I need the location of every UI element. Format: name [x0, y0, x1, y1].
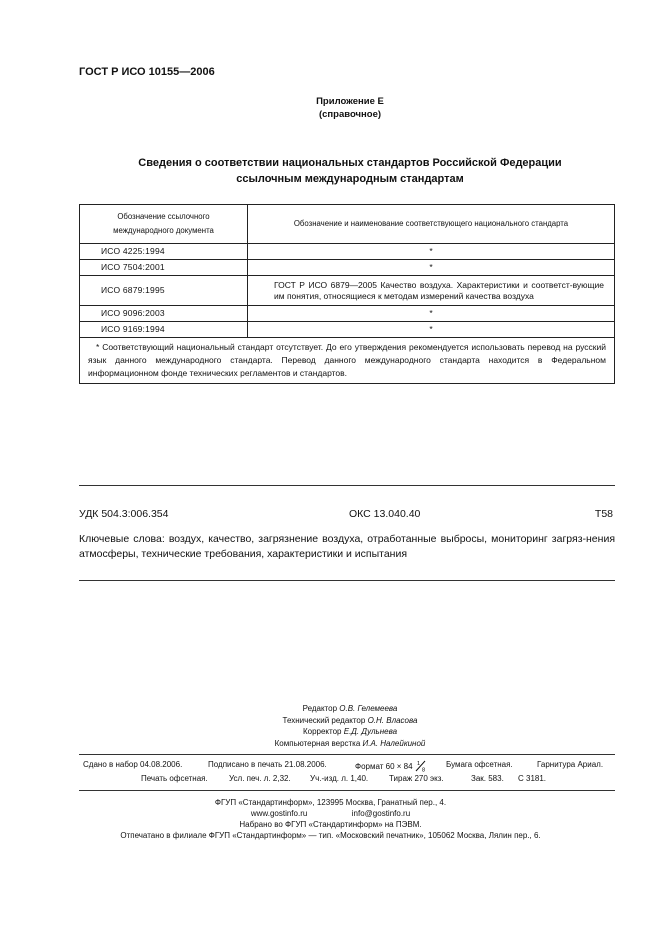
annex-kind: (справочное)	[318, 109, 382, 120]
divider-imprint	[79, 754, 615, 755]
format-frac-num: 1	[416, 761, 420, 767]
table-row	[80, 306, 615, 322]
credit-layout	[0, 738, 661, 750]
table-row	[80, 244, 615, 260]
row-national-std: *	[248, 322, 615, 338]
credit-role: Технический редактор	[282, 715, 366, 725]
section-title-line1: Сведения о соответствии национальных стандартов Российской Федерации	[138, 157, 562, 169]
udk-code: УДК 504.3:006.354	[79, 508, 169, 520]
header-ref-doc: Обозначение ссылочного международного документа	[80, 205, 248, 244]
table-row	[80, 276, 615, 306]
credit-corrector	[0, 726, 661, 738]
table-note-row	[80, 338, 615, 384]
imprint-set-date: Сдано в набор 04.08.2006.	[83, 760, 183, 769]
footer-printed: Отпечатано в филиале ФГУП «Стандартинформ» — тип. «Московский печатник», 105062 Москва, Лялин пер., 6.	[120, 831, 541, 840]
footer-publisher: ФГУП «Стандартинформ», 123995 Москва, Гранатный пер., 4.	[214, 798, 447, 807]
row-national-std: *	[248, 306, 615, 322]
footer-typeset: Набрано во ФГУП «Стандартинформ» на ПЭВМ.	[239, 820, 422, 829]
row-ref-doc: ИСО 9096:2003	[80, 306, 248, 322]
credit-role: Редактор	[302, 704, 338, 713]
section-title-line2: ссылочным международным стандартам	[236, 173, 464, 185]
annex-label: Приложение Е	[316, 96, 384, 107]
table-header-row	[80, 205, 615, 244]
credit-role: Корректор	[302, 727, 342, 736]
imprint-print: Печать офсетная.	[141, 774, 208, 783]
row-national-std: *	[248, 244, 615, 260]
table-footnote: * Соответствующий национальный стандарт отсутствует. До его утверждения рекомендуется использовать перевод на русский язык данного международного стандарта. Перевод данного международного стандарта находится в Федеральном информационном фонде технических регламентов и стандартов.	[80, 338, 615, 384]
imprint-signed-date: Подписано в печать 21.08.2006.	[208, 760, 327, 769]
imprint-print-sheets: Усл. печ. л. 2,32.	[229, 774, 291, 783]
correspondence-table	[79, 204, 615, 384]
document-code: ГОСТ Р ИСО 10155—2006	[79, 66, 215, 78]
row-ref-doc: ИСО 6879:1995	[80, 276, 248, 306]
row-ref-doc: ИСО 9169:1994	[80, 322, 248, 338]
credit-name: Е.Д. Дульнева	[343, 727, 398, 736]
credit-name: О.Н. Власова	[367, 715, 418, 725]
divider-top	[79, 485, 615, 486]
header-national-std: Обозначение и наименование соответствующего национального стандарта	[248, 205, 615, 244]
credit-role: Компьютерная верстка	[274, 738, 361, 748]
imprint-paper: Бумага офсетная.	[446, 760, 513, 769]
group-code: Т58	[594, 508, 613, 520]
footer-email: info@gostinfo.ru	[351, 809, 411, 818]
keywords: Ключевые слова: воздух, качество, загрязнение воздуха, отработанные выбросы, мониторинг загряз-нения атмосферы, технические требования, характеристики и испытания	[79, 533, 615, 560]
divider-bottom	[79, 580, 615, 581]
divider-footer	[79, 790, 615, 791]
imprint-format: Формат 60 × 84 1 8	[355, 761, 425, 772]
credit-name: О.В. Гелемеева	[339, 704, 398, 713]
table-row	[80, 260, 615, 276]
credit-name: И.А. Налейкиной	[362, 738, 426, 748]
fraction-icon	[415, 760, 425, 770]
footer-contacts	[0, 808, 661, 819]
credit-editor	[0, 703, 661, 715]
row-national-std: *	[248, 260, 615, 276]
oks-code: ОКС 13.040.40	[349, 508, 421, 520]
row-ref-doc: ИСО 7504:2001	[80, 260, 248, 276]
credit-tech-editor	[0, 715, 661, 727]
row-national-std: ГОСТ Р ИСО 6879—2005 Качество воздуха. Характеристики и соответст-вующие им понятия, относящиеся к методам измерений качества воздуха	[248, 276, 615, 306]
row-ref-doc: ИСО 4225:1994	[80, 244, 248, 260]
imprint-pub-sheets: Уч.-изд. л. 1,40.	[310, 774, 369, 783]
format-frac-den: 8	[421, 767, 425, 772]
imprint-font: Гарнитура Ариал.	[537, 760, 604, 769]
footer-website: www.gostinfo.ru	[250, 809, 308, 818]
imprint-code: С 3181.	[518, 774, 547, 783]
imprint-order: Зак. 583.	[471, 774, 504, 783]
imprint-run: Тираж 270 экз.	[389, 774, 444, 783]
table-row	[80, 322, 615, 338]
